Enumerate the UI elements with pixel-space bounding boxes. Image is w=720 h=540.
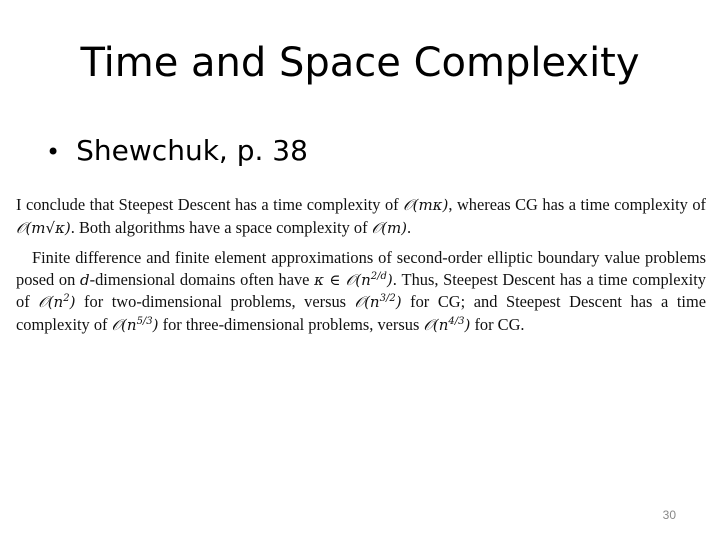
- math-expression: 𝒪(m√κ): [16, 218, 71, 237]
- bullet-text: Shewchuk, p. 38: [76, 134, 308, 167]
- slide-title: Time and Space Complexity: [80, 40, 640, 86]
- math-expression: κ ∈ $𝒪(n^{2/d})$: [314, 270, 393, 289]
- excerpt-paragraph-1: I conclude that Steepest Descent has a time complexity of 𝒪(mκ), whereas CG has a time complexity of 𝒪(m√κ). Both algorithms have a space complexity of 𝒪(m).: [16, 195, 706, 237]
- excerpt-paragraph-2: Finite difference and finite element approximations of second-order elliptic boundary value problems posed on d-dimensional domains often have κ ∈ $𝒪(n^{2/d})$. Thus, Steepest Descent has a time complexity of $𝒪(n^2)$ for two-dimensional problems, versus $𝒪(n^{3/2})$ for CG; and Steepest Descent has a time complexity of $𝒪(n^{5/3})$ for three-dimensional problems, versus $𝒪(n^{4/3})$ for CG.: [16, 248, 706, 334]
- math-expression: $𝒪(n^{3/2})$: [354, 293, 402, 311]
- math-expression: 𝒪(m): [371, 218, 408, 237]
- math-variable: d: [80, 270, 90, 289]
- bullet-item: [46, 134, 308, 167]
- math-expression: $𝒪(n^{5/3})$: [111, 315, 159, 334]
- math-expression: 𝒪(mκ): [403, 196, 449, 214]
- math-expression: $𝒪(n^{4/3})$: [423, 315, 471, 334]
- quoted-excerpt: [16, 194, 706, 336]
- math-expression: $𝒪(n^2)$: [38, 293, 76, 311]
- bullet-icon: •: [46, 138, 61, 166]
- page-number: 30: [662, 508, 676, 522]
